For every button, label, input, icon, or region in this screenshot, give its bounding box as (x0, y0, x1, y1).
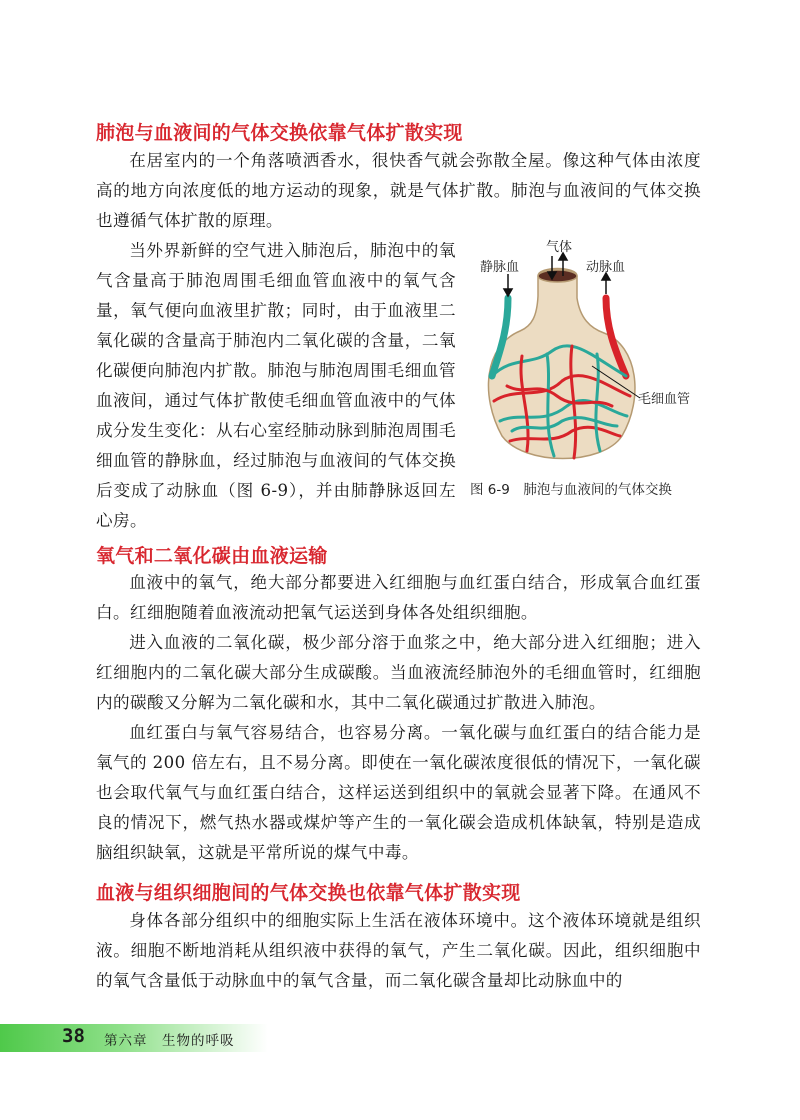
label-capillary: 毛细血管 (638, 392, 691, 407)
alveolus-opening (538, 270, 577, 282)
vein-arrow (504, 274, 512, 296)
artery-arrow (602, 273, 610, 294)
section-heading-tissue-exchange: 血液与组织细胞间的气体交换也依靠气体扩散实现 (96, 882, 521, 904)
page-number: 38 (62, 1025, 85, 1047)
label-gas: 气体 (546, 240, 573, 255)
paragraph-perfume-diffusion: 在居室内的一个角落喷洒香水，很快香气就会弥散全屋。像这种气体由浓度高的地方向浓度低的地方运动的现象，就是气体扩散。肺泡与血液间的气体交换也遵循气体扩散的原理。 (96, 151, 701, 230)
label-arterial-blood: 动脉血 (586, 260, 626, 275)
figure-caption: 图 6-9 肺泡与血液间的气体交换 (470, 482, 672, 498)
paragraph-alveolar-diffusion: 当外界新鲜的空气进入肺泡后，肺泡中的氧气含量高于肺泡周围毛细血管血液中的氧气含量，氧气便向血液里扩散；同时，由于血液里二氧化碳的含量高于肺泡内二氧化碳的含量，二氧化碳便向肺泡内扩散。肺泡与肺泡周围毛细血管血液间，通过气体扩散使毛细血管血液中的气体成分发生变化：从右心室经肺动脉到肺泡周围毛细血管的静脉血，经过肺泡与血液间的气体交换后变成了动脉血（图 6-9），并由肺静脉返回左心房。 (96, 241, 456, 530)
paragraph-oxygen-transport: 血液中的氧气，绝大部分都要进入红细胞与血红蛋白结合，形成氧合血红蛋白。红细胞随着血液流动把氧气运送到身体各处组织细胞。 (96, 573, 701, 622)
paragraph-tissue-fluid: 身体各部分组织中的细胞实际上生活在液体环境中。这个液体环境就是组织液。细胞不断地消耗从组织液中获得的氧气，产生二氧化碳。因此，组织细胞中的氧气含量低于动脉血中的氧气含量，而二氧化碳含量却比动脉血中的 (96, 911, 701, 990)
section-heading-blood-transport: 氧气和二氧化碳由血液运输 (96, 545, 328, 567)
paragraph-carbon-monoxide: 血红蛋白与氧气容易结合，也容易分离。一氧化碳与血红蛋白的结合能力是氧气的 200 倍左右，且不易分离。即使在一氧化碳浓度很低的情况下，一氧化碳也会取代氧气与血红蛋白结合，这样运送到组织中的氧就会显著下降。在通风不良的情况下，燃气热水器或煤炉等产生的一氧化碳会造成机体缺氧，特别是造成脑组织缺氧，这就是平常所说的煤气中毒。 (96, 723, 702, 862)
section-heading-alveolar-exchange: 肺泡与血液间的气体交换依靠气体扩散实现 (96, 122, 463, 144)
paragraph-co2-transport: 进入血液的二氧化碳，极少部分溶于血浆之中，绝大部分进入红细胞；进入红细胞内的二氧化碳大部分生成碳酸。当血液流经肺泡外的毛细血管时，红细胞内的碳酸又分解为二氧化碳和水，其中二氧化碳通过扩散进入肺泡。 (96, 633, 701, 712)
label-venous-blood: 静脉血 (480, 260, 520, 275)
chapter-title: 第六章 生物的呼吸 (104, 1033, 235, 1049)
alveolus-figure (462, 236, 712, 506)
